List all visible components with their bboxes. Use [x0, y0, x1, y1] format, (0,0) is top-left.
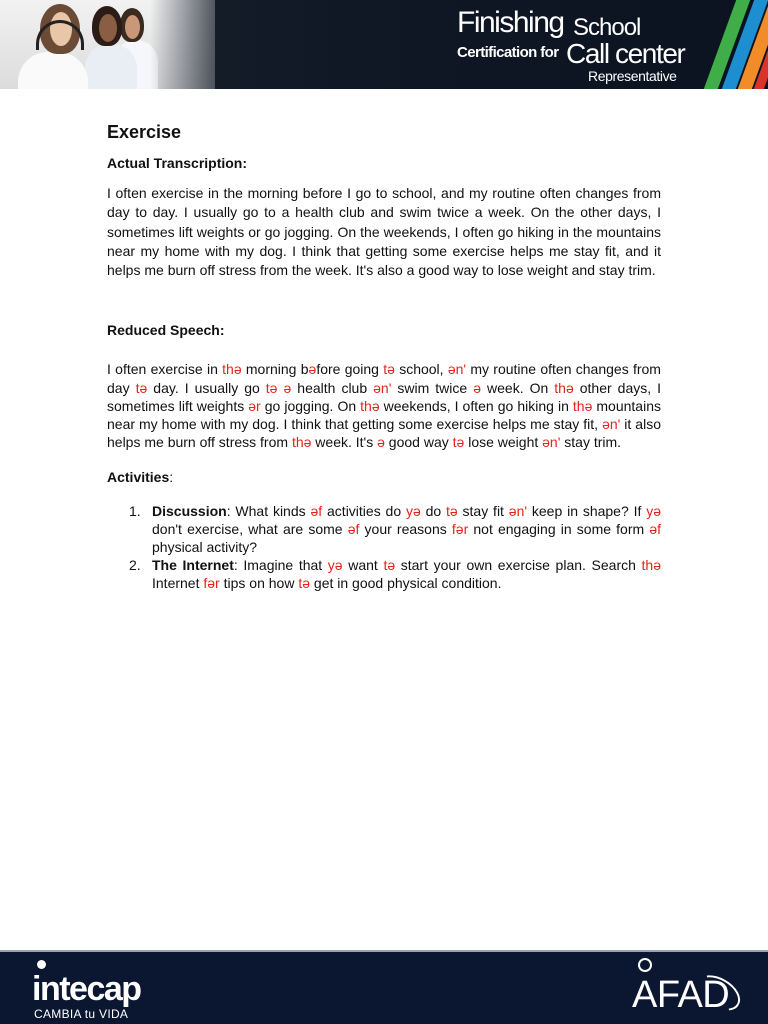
reduced-form: thə	[222, 361, 242, 378]
intecap-tagline: CAMBIA tu VIDA	[34, 1007, 129, 1021]
intecap-logo	[32, 956, 172, 1022]
reduced-form: əf	[649, 520, 661, 537]
reduced-form: tə	[383, 361, 395, 378]
title-representative: Representative	[588, 68, 677, 84]
reduced-form: tə	[383, 557, 396, 574]
reduced-form: ər	[248, 397, 261, 414]
reduced-form: yə	[405, 502, 421, 519]
reduced-form: ən'	[447, 361, 467, 378]
title-school: School	[573, 14, 641, 41]
intecap-wordmark: intecap	[32, 970, 141, 1008]
reduced-form: tə	[452, 434, 465, 451]
reduced-form: ə	[473, 379, 481, 396]
page-title: Exercise	[107, 122, 182, 142]
reduced-form: ə	[308, 361, 317, 378]
reduced-form: yə	[646, 502, 662, 519]
reduced-speech-heading: Reduced Speech:	[107, 322, 225, 339]
reduced-form: thə	[554, 379, 574, 396]
activity-title: Discussion	[152, 502, 227, 519]
logo-dot-icon	[37, 960, 46, 969]
title-finishing: Finishing	[457, 6, 564, 39]
activity-internet: 2. The Internet: Imagine that yə want tə start your own exercise plan. Search thə Internet fər tips on how tə get in good physical condition.	[129, 557, 661, 592]
program-title	[455, 6, 715, 86]
transcription-heading: Actual Transcription:	[107, 155, 248, 171]
document-body	[107, 120, 661, 593]
reduced-form: tə	[135, 379, 148, 396]
title-certification: Certification for	[457, 44, 559, 61]
activity-title: The Internet	[152, 557, 234, 574]
reduced-speech-paragraph: I often exercise in thə morning bəfore going tə school, ən' my routine often changes from day tə day. I usually go tə ə health club ən' swim twice ə week. On thə other days, I sometimes lift weights ər go jogging. On thə weekends, I often go hiking in thə mountains near my home with my dog. I think that getting some exercise helps me stay fit, ən' it also helps me burn off stress from thə week. It's ə good way tə lose weight ən' stay trim.	[107, 361, 662, 451]
transcription-paragraph: I often exercise in the morning before I go to school, and my routine often changes from day to day. I usually go to a health club and swim twice a week. On the other days, I sometimes lift weights or go jogging. On the weekends, I often go hiking in the mountains near my home with my dog. I think that getting some exercise helps me stay fit, and it helps me burn off stress from the week. It's also a good way to lose weight and stay trim.	[107, 185, 661, 279]
activities-heading: Activities:	[107, 468, 174, 485]
reduced-form: thə	[291, 434, 312, 451]
reduced-form: fər	[203, 575, 220, 592]
header-banner	[0, 0, 768, 89]
globe-icon	[638, 958, 652, 972]
reduced-form: əf	[347, 520, 360, 537]
title-call-center: Call center	[566, 38, 685, 69]
reduced-form: əf	[310, 502, 323, 519]
afad-wordmark: AFAD	[632, 974, 730, 1016]
reduced-form: ən'	[602, 416, 621, 433]
reduced-form: tə	[298, 575, 311, 592]
reduced-form: thə	[641, 557, 661, 574]
reduced-form: tə ə	[265, 379, 292, 396]
reduced-form: tə	[446, 502, 458, 519]
afad-logo	[630, 956, 750, 1022]
reduced-form: thə	[572, 397, 593, 414]
reduced-form: ən'	[508, 502, 528, 519]
reduced-form: thə	[360, 397, 380, 414]
list-number: 1.	[129, 502, 141, 519]
reduced-form: ən'	[373, 379, 392, 396]
reduced-form: ə	[377, 434, 385, 451]
reduced-form: fər	[451, 520, 469, 537]
list-number: 2.	[129, 557, 141, 574]
reduced-form: yə	[327, 557, 343, 574]
activities-list	[107, 502, 661, 593]
footer-banner	[0, 950, 768, 1024]
activity-discussion: 1. Discussion: What kinds əf activities do yə do tə stay fit ən' keep in shape? If yə don't exercise, what are some əf your reasons fər not engaging in some form əf physical activity?	[129, 502, 662, 555]
reduced-form: ən'	[542, 434, 561, 451]
